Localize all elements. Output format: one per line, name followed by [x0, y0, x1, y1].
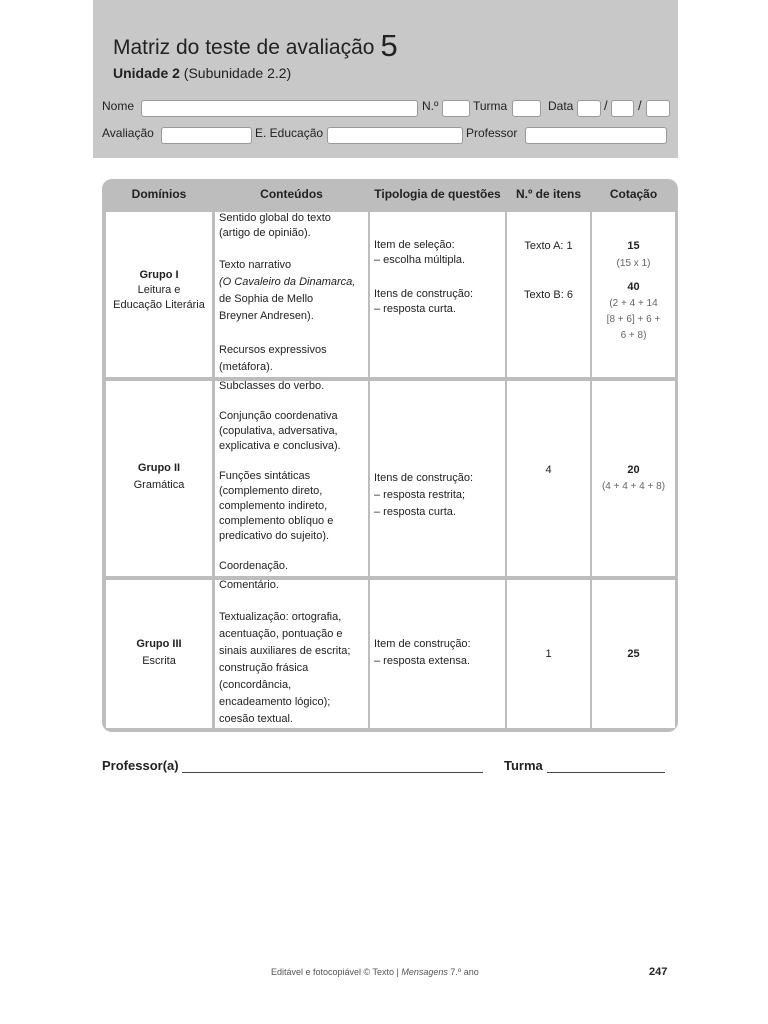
professor-signature-line[interactable]: [182, 772, 483, 773]
table-row-3-domain: Grupo III Escrita: [106, 580, 212, 728]
header-itens: N.º de itens: [515, 187, 582, 201]
professor-field[interactable]: [525, 127, 667, 144]
nome-field[interactable]: [141, 100, 418, 117]
table-row-3-items: 1: [507, 580, 590, 728]
table-row-3-score: 25: [592, 580, 675, 728]
header-band: [93, 0, 678, 158]
table-row-1-items: Texto A: 1 Texto B: 6: [507, 212, 590, 377]
numero-field[interactable]: [442, 100, 470, 117]
header-cotacao: Cotação: [609, 187, 658, 201]
educacao-field[interactable]: [327, 127, 463, 144]
table-row-1-score: 15 (15 x 1) 40 (2 + 4 + 14 [8 + 6] + 6 + 6 + 8): [592, 212, 675, 377]
nome-label: Nome: [102, 99, 135, 113]
table-row-2-domain: Grupo II Gramática: [106, 381, 212, 576]
page-number: 247: [649, 966, 668, 978]
header-dominios: Domínios: [131, 187, 187, 201]
date-year-field[interactable]: [646, 100, 670, 117]
table-row-2-content: Subclasses do verbo. Conjunção coordenativa (copulativa, adversativa, explicativa e conclusiva). Funções sintáticas (complemento direto, complemento indireto, complemento oblíquo e predicativo do sujeito). Coordenação.: [215, 381, 368, 576]
turma-field[interactable]: [512, 100, 541, 117]
table-row-2-score: 20 (4 + 4 + 4 + 8): [592, 381, 675, 576]
table-row-3-content: Comentário. Textualização: ortografia, acentuação, pontuação e sinais auxiliares de escrita; construção frásica (concordância, encadeamento lógico); coesão textual.: [215, 580, 368, 728]
table-row-1-type: Item de seleção: – escolha múltipla. Itens de construção: – resposta curta.: [370, 212, 505, 377]
header-conteudos: Conteúdos: [260, 187, 323, 201]
test-number: 5: [380, 28, 398, 63]
date-separator: /: [638, 98, 642, 113]
page-footer: Editável e fotocopiável © Texto | Mensagens 7.º ano: [271, 967, 479, 977]
assessment-matrix-table: [102, 179, 678, 732]
page-title: Matriz do teste de avaliação 5: [113, 28, 398, 63]
table-row-2-type: Itens de construção: – resposta restrita; – resposta curta.: [370, 381, 505, 576]
date-separator: /: [604, 98, 608, 113]
data-label: Data: [548, 99, 574, 113]
header-tipologia: Tipologia de questões: [374, 187, 501, 201]
avaliacao-field[interactable]: [161, 127, 252, 144]
turma-signature-line[interactable]: [547, 772, 665, 773]
table-row-2-items: 4: [507, 381, 590, 576]
turma-signature-label: Turma: [504, 758, 543, 773]
professor-signature-label: Professor(a): [102, 758, 179, 773]
numero-label: N.º: [422, 99, 439, 113]
table-row-3-type: Item de construção: – resposta extensa.: [370, 580, 505, 728]
table-row-1-content: Sentido global do texto (artigo de opinião). Texto narrativo (O Cavaleiro da Dinamarca, de Sophia de Mello Breyner Andresen). Recursos expressivos (metáfora).: [215, 212, 368, 377]
avaliacao-label: Avaliação: [102, 126, 154, 140]
table-row-1-domain: Grupo I Leitura e Educação Literária: [106, 212, 212, 377]
turma-label: Turma: [473, 99, 508, 113]
date-month-field[interactable]: [611, 100, 634, 117]
educacao-label: E. Educação: [255, 126, 324, 140]
date-day-field[interactable]: [577, 100, 601, 117]
professor-label: Professor: [466, 126, 518, 140]
table-header: [102, 179, 678, 210]
page-subtitle: Unidade 2 (Subunidade 2.2): [113, 65, 292, 81]
